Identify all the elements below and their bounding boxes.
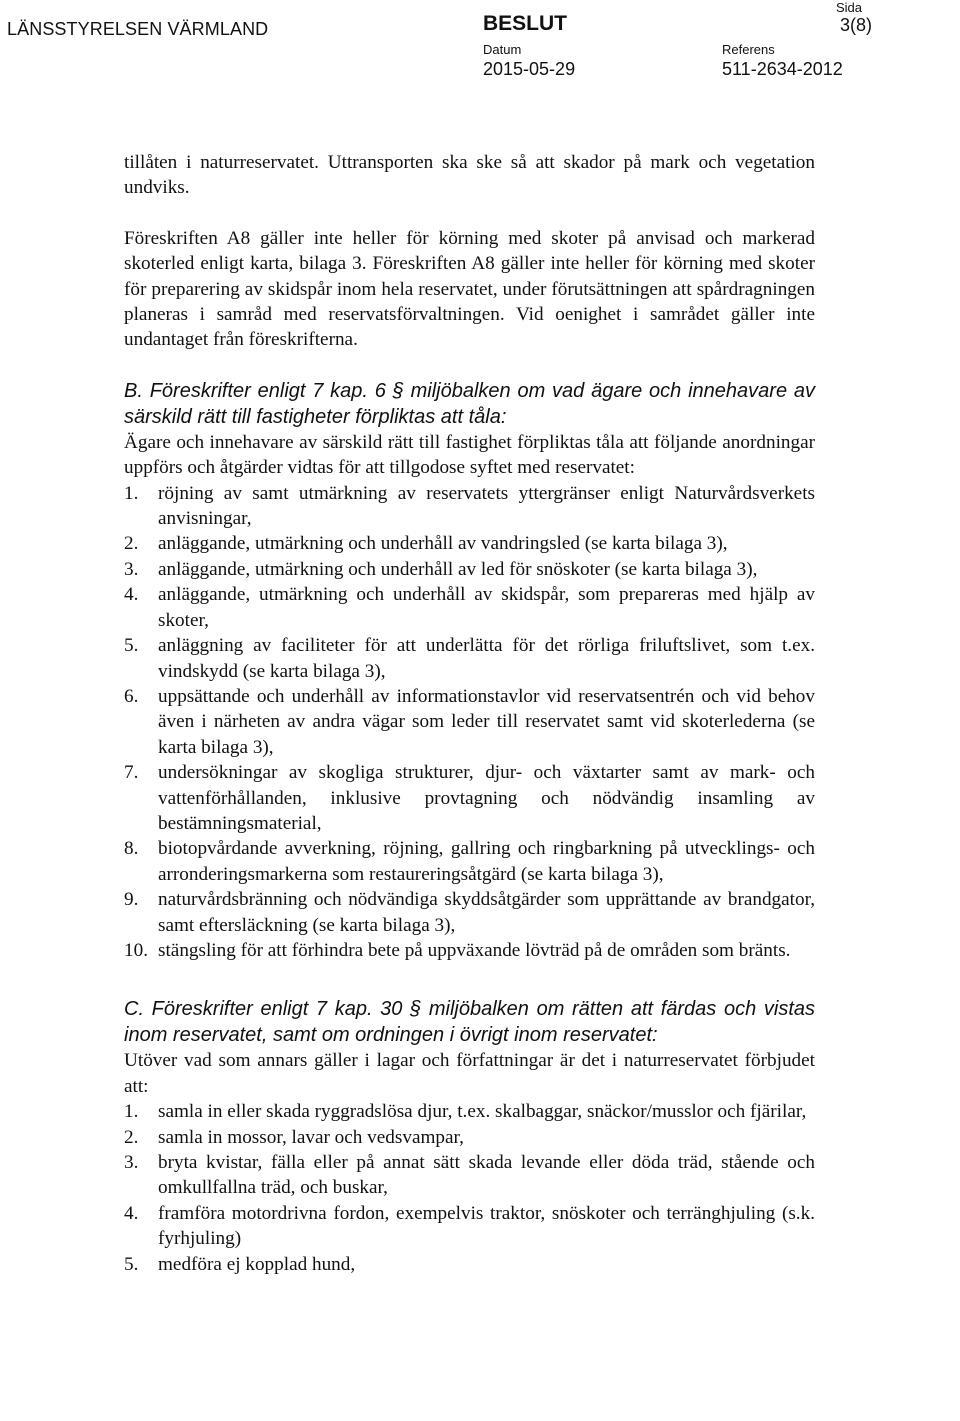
list-item-number: 1.	[124, 482, 139, 504]
list-item	[124, 1201, 815, 1252]
section-b-heading: B. Föreskrifter enligt 7 kap. 6 § miljöbalken om vad ägare och innehavare av särskild rätt till fastigheter förpliktas att tåla:	[124, 379, 815, 428]
section-b-list	[124, 481, 815, 964]
list-item	[124, 1150, 815, 1201]
list-item-number: 2.	[124, 1126, 139, 1148]
section-b-intro: Ägare och innehavare av särskild rätt till fastighet förpliktas tåla att följande anordningar uppförs och åtgärder vidtas för att tillgodose syftet med reservatet:	[124, 431, 815, 479]
list-item-number: 5.	[124, 635, 139, 657]
list-item	[124, 684, 815, 760]
list-item	[124, 1252, 815, 1277]
paragraph-exceptions: Föreskriften A8 gäller inte heller för körning med skoter på anvisad och markerad skoterled enligt karta, bilaga 3. Föreskriften A8 gäller inte heller för körning med skoter för preparering av skidspår inom hela reservatet, under förutsättningen att spårdragningen planeras i samråd med reservatsförvaltningen. Vid oenighet i samrådet gäller inte undantaget från föreskrifterna.	[124, 227, 815, 351]
list-item	[124, 938, 815, 963]
list-item	[124, 1099, 815, 1124]
list-item-number: 10.	[124, 939, 148, 961]
list-item-number: 4.	[124, 1202, 139, 1224]
spacer	[124, 963, 815, 996]
list-item-text: undersökningar av skogliga strukturer, djur- och växtarter samt av mark- och vattenförhållanden, inklusive provtagning och nödvändig insamling av bestämningsmaterial,	[158, 762, 815, 834]
list-item-text: medföra ej kopplad hund,	[158, 1253, 356, 1275]
document-type: BESLUT	[483, 12, 567, 35]
section-c-intro: Utöver vad som annars gäller i lagar och författningar är det i naturreservatet förbjudet att:	[124, 1050, 815, 1097]
spacer	[124, 353, 815, 378]
list-item	[124, 481, 815, 532]
spacer	[124, 201, 815, 226]
list-item	[124, 531, 815, 556]
list-item-text: stängsling för att förhindra bete på uppväxande lövträd på de områden som bränts.	[158, 939, 791, 961]
list-item	[124, 557, 815, 582]
section-c-list	[124, 1099, 815, 1277]
list-item-text: anläggande, utmärkning och underhåll av skidspår, som prepareras med hjälp av skoter,	[158, 584, 815, 631]
list-item-number: 4.	[124, 584, 139, 606]
list-item	[124, 836, 815, 887]
page-label: Sida	[836, 0, 863, 15]
document-body	[124, 150, 815, 1277]
list-item-number: 5.	[124, 1253, 139, 1275]
page-number: 3(8)	[840, 15, 873, 35]
section-c-heading: C. Föreskrifter enligt 7 kap. 30 § miljöbalken om rätten att färdas och vistas inom reservatet, samt om ordningen i övrigt inom reservatet:	[124, 998, 815, 1047]
list-item	[124, 1125, 815, 1150]
list-item-number: 1.	[124, 1101, 139, 1123]
list-item-number: 8.	[124, 838, 139, 860]
list-item-text: anläggande, utmärkning och underhåll av led för snöskoter (se karta bilaga 3),	[158, 558, 758, 580]
list-item-number: 7.	[124, 762, 139, 784]
list-item	[124, 633, 815, 684]
list-item-text: biotopvårdande avverkning, röjning, gallring och ringbarkning på utvecklings- och arronderingsmarkerna som restaureringsåtgärd (se karta bilaga 3),	[158, 838, 815, 885]
organization-name: LÄNSSTYRELSEN VÄRMLAND	[7, 19, 269, 39]
reference-label: Referens	[722, 42, 775, 57]
list-item-text: anläggande, utmärkning och underhåll av vandringsled (se karta bilaga 3),	[158, 533, 728, 555]
list-item-text: anläggning av faciliteter för att underlätta för det rörliga friluftslivet, som t.ex. vindskydd (se karta bilaga 3),	[158, 635, 815, 682]
list-item-number: 3.	[124, 558, 139, 580]
list-item-number: 6.	[124, 685, 139, 707]
date-value: 2015-05-29	[483, 59, 576, 79]
list-item-text: samla in eller skada ryggradslösa djur, t.ex. skalbaggar, snäckor/musslor och fjärilar,	[158, 1101, 807, 1123]
list-item	[124, 760, 815, 836]
date-label: Datum	[483, 42, 522, 57]
paragraph-continuation: tillåten i naturreservatet. Uttransporten ska ske så att skador på mark och vegetation undviks.	[124, 152, 815, 199]
list-item-text: samla in mossor, lavar och vedsvampar,	[158, 1126, 464, 1148]
list-item-text: bryta kvistar, fälla eller på annat sätt skada levande eller döda träd, stående och omkullfallna träd, och buskar,	[158, 1152, 815, 1199]
list-item	[124, 887, 815, 938]
list-item-text: framföra motordrivna fordon, exempelvis traktor, snöskoter och terränghjuling (s.k. fyrhjuling)	[158, 1202, 815, 1250]
list-item-text: röjning av samt utmärkning av reservatets yttergränser enligt Naturvårdsverkets anvisningar,	[158, 482, 815, 530]
list-item-number: 9.	[124, 889, 139, 911]
reference-value: 511-2634-2012	[722, 59, 843, 79]
list-item-number: 3.	[124, 1152, 139, 1173]
list-item-text: naturvårdsbränning och nödvändiga skyddsåtgärder som upprättande av brandgator, samt eftersläckning (se karta bilaga 3),	[158, 889, 815, 936]
list-item	[124, 582, 815, 633]
list-item-number: 2.	[124, 533, 139, 555]
list-item-text: uppsättande och underhåll av informationstavlor vid reservatsentrén och vid behov även i närheten av andra vägar som leder till reservatet samt vid skoterlederna (se karta bilaga 3),	[158, 685, 815, 758]
